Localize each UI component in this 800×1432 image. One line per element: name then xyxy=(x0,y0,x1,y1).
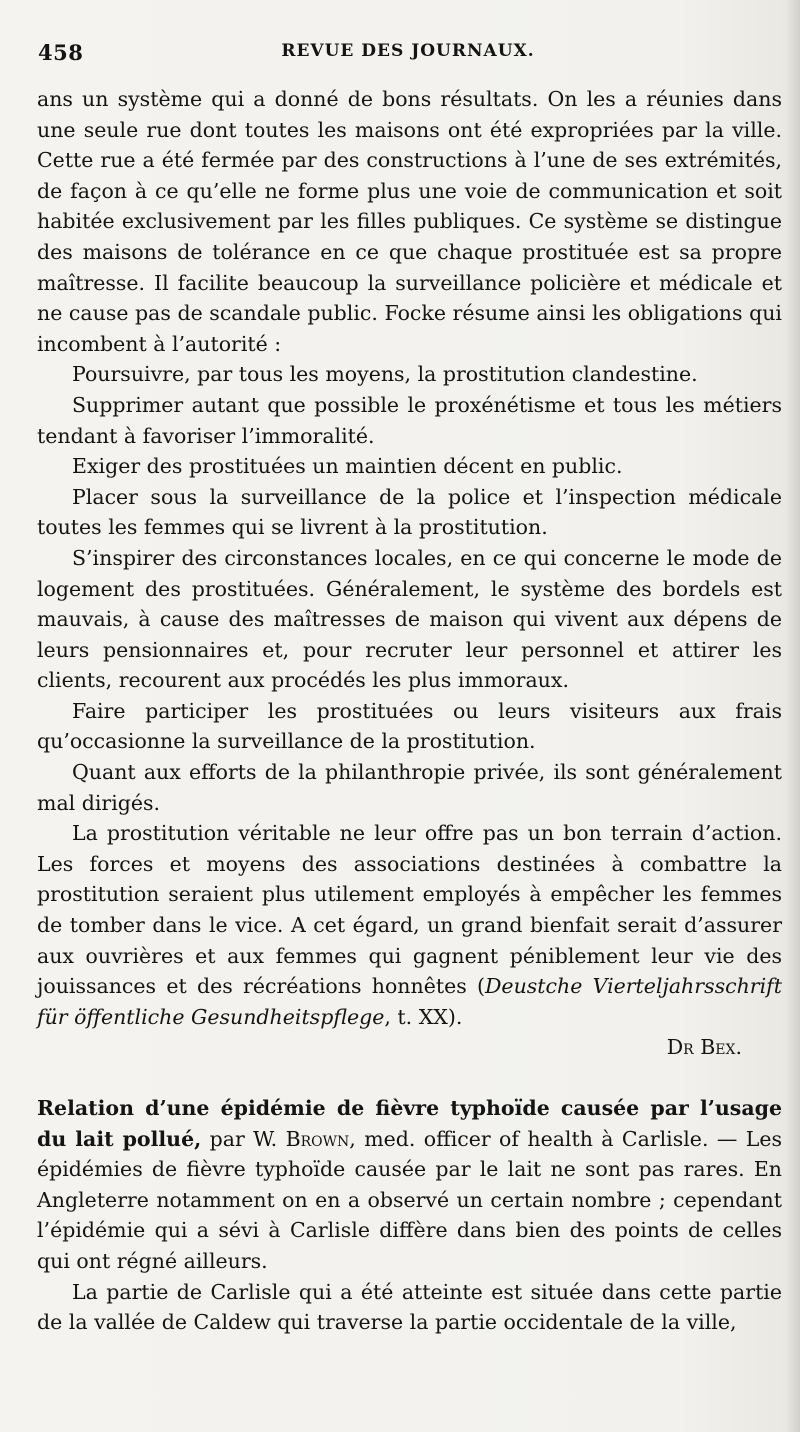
paragraph-prostitution-remedy-text: La prostitution véritable ne leur offre pas un bon terrain d’action. Les forces et moyens des associations destinées à combattre la prostitution seraient plus utilement employés à empêcher les femmes de tomber dans le vice. A cet égard, un grand bienfait serait d’assurer aux ouvrières et aux femmes qui gagnent péniblement leur vie des jouissances et des récréations honnêtes xyxy=(37,821,782,999)
article-title: Relation d’une épidémie de fièvre typhoïde causée par l’usage du lait pollué, xyxy=(37,1096,782,1151)
citation-open: ( xyxy=(477,974,485,999)
paragraph-obligation-2: Supprimer autant que possible le proxénétisme et tous les métiers tendant à favoriser l’immoralité. xyxy=(37,392,782,448)
paragraph-continuation: ans un système qui a donné de bons résultats. On les a réunies dans une seule rue dont toutes les maisons ont été expropriées par la ville. Cette rue a été fermée par des constructions à l’une de ses extrémités, de façon à ce qu’elle ne forme plus une voie de communication et soit habitée exclusivement par les filles publiques. Ce système se distingue des maisons de tolérance en ce que chaque prostituée est sa propre maîtresse. Il facilite beaucoup la surveillance policière et médicale et ne cause pas de scandale public. Focke résume ainsi les obligations qui incombent à l’autorité : xyxy=(37,87,782,356)
paragraph-obligation-1: Poursuivre, par tous les moyens, la prostitution clandestine. xyxy=(72,362,698,387)
citation-journal: Deustche Vierteljahrsschrift für öffentliche Gesundheitspflege xyxy=(37,974,782,1029)
citation-close: , t. XX). xyxy=(384,1004,463,1029)
paragraph-obligation-4: Placer sous la surveillance de la police et l’inspection médicale toutes les femmes qui se livrent à la prostitution. xyxy=(37,484,782,540)
paragraph-obligation-6: Faire participer les prostituées ou leurs visiteurs aux frais qu’occasionne la surveillance de la prostitution. xyxy=(37,698,782,754)
paragraph-obligation-3: Exiger des prostituées un maintien décent en public. xyxy=(72,454,623,479)
section-gap xyxy=(37,1063,782,1093)
article-location-paragraph: La partie de Carlisle qui a été atteinte est située dans cette partie de la vallée de Caldew qui traverse la partie occidentale de la ville, xyxy=(37,1279,782,1335)
article-by: par W. xyxy=(201,1126,286,1151)
page-number: 458 xyxy=(38,40,84,65)
paragraph-philanthropy: Quant aux efforts de la philanthropie privée, ils sont généralement mal dirigés. xyxy=(37,760,782,815)
article-intro-paragraph xyxy=(37,1093,782,1277)
page-header xyxy=(38,40,778,70)
paragraph-obligation-5: S’inspirer des circonstances locales, en ce qui concerne le mode de logement des prostituées. Généralement, le système des bordels est mauvais, à cause des maîtresses de maison qui vivent aux dépens de leurs pensionnaires et, pour recruter leur personnel et attirer les clients, recourent aux procédés les plus immoraux. xyxy=(37,545,782,693)
author-signature: Dr Bex. xyxy=(666,1035,742,1060)
article-intro-text: , med. officer of health à Carlisle. — Les épidémies de fièvre typhoïde causée par le lait ne sont pas rares. En Angleterre notamment on en a observé un certain nombre ; cependant l’épidémie qui a sévi à Carlisle diffère dans bien des points de celles qui ont régné ailleurs. xyxy=(37,1126,782,1273)
page-body xyxy=(37,84,782,1338)
paragraph-prostitution-remedy xyxy=(37,818,782,1032)
page-edge-shadow xyxy=(786,0,800,1432)
article-author: Brown xyxy=(285,1126,350,1151)
running-title: REVUE DES JOURNAUX. xyxy=(281,41,535,61)
